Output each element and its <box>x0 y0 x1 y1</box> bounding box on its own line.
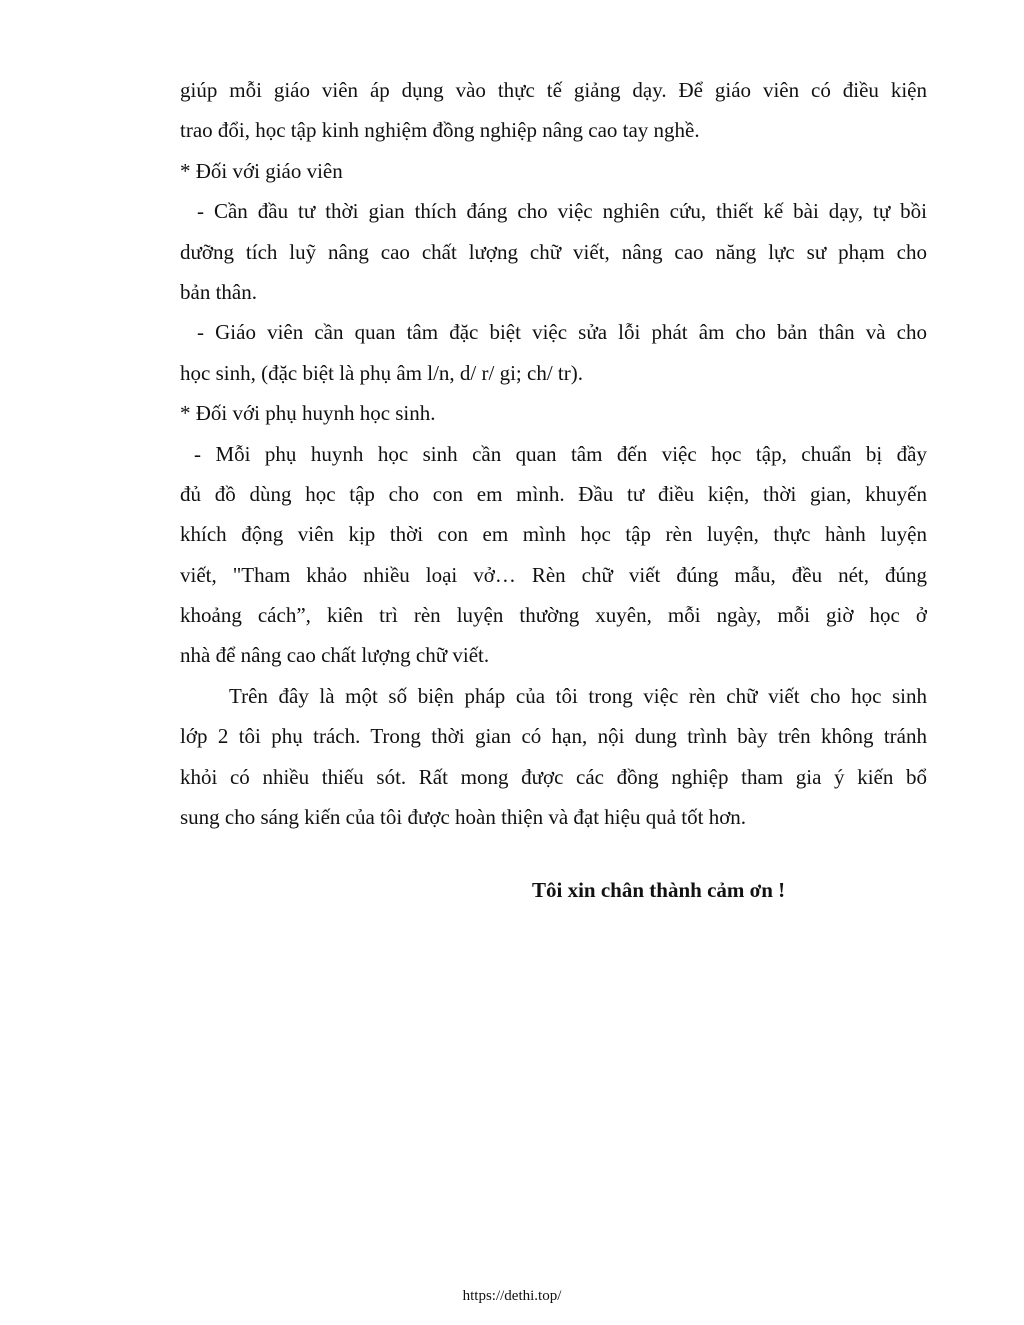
text-line: khích động viên kịp thời con em mình học tập rèn luyện, thực hành luyện <box>180 522 927 547</box>
text-line: khỏi có nhiều thiếu sót. Rất mong được các đồng nghiệp tham gia ý kiến bổ <box>180 764 927 789</box>
text-line: giúp mỗi giáo viên áp dụng vào thực tế giảng dạy. Để giáo viên có điều kiện <box>180 78 927 102</box>
text-line: nhà để nâng cao chất lượng chữ viết. <box>180 643 490 668</box>
text-line: học sinh, (đặc biệt là phụ âm l/n, d/ r/ gi; ch/ tr). <box>180 360 583 385</box>
closing-thanks: Tôi xin chân thành cảm ơn ! <box>532 878 786 902</box>
footer-url[interactable]: https://dethi.top/ <box>462 1288 562 1304</box>
text-line: dưỡng tích luỹ nâng cao chất lượng chữ viết, nâng cao năng lực sư phạm cho <box>180 239 927 264</box>
text-line: đủ đồ dùng học tập cho con em mình. Đầu tư điều kiện, thời gian, khuyến <box>180 481 927 506</box>
text-line: - Mỗi phụ huynh học sinh cần quan tâm đến việc học tập, chuẩn bị đầy <box>194 441 927 466</box>
text-line: bản thân. <box>180 279 257 304</box>
document-body <box>180 70 927 837</box>
text-line: khoảng cách”, kiên trì rèn luyện thường xuyên, mỗi ngày, mỗi giờ học ở <box>180 603 927 628</box>
text-line: sung cho sáng kiến của tôi được hoàn thiện và đạt hiệu quả tốt hơn. <box>180 805 747 830</box>
text-line: Trên đây là một số biện pháp của tôi trong việc rèn chữ viết cho học sinh <box>229 683 927 708</box>
text-line: lớp 2 tôi phụ trách. Trong thời gian có hạn, nội dung trình bày trên không tránh <box>180 724 927 749</box>
section-heading-teachers: * Đối với giáo viên <box>180 158 343 183</box>
text-line: viết, "Tham khảo nhiều loại vở… Rèn chữ viết đúng mẫu, đều nét, đúng <box>180 562 927 587</box>
text-line: trao đổi, học tập kinh nghiệm đồng nghiệp nâng cao tay nghề. <box>180 118 700 143</box>
text-line: - Giáo viên cần quan tâm đặc biệt việc sửa lỗi phát âm cho bản thân và cho <box>197 320 927 345</box>
section-heading-parents: * Đối với phụ huynh học sinh. <box>180 401 436 426</box>
text-line: - Cần đầu tư thời gian thích đáng cho việc nghiên cứu, thiết kế bài dạy, tự bồi <box>197 199 927 224</box>
